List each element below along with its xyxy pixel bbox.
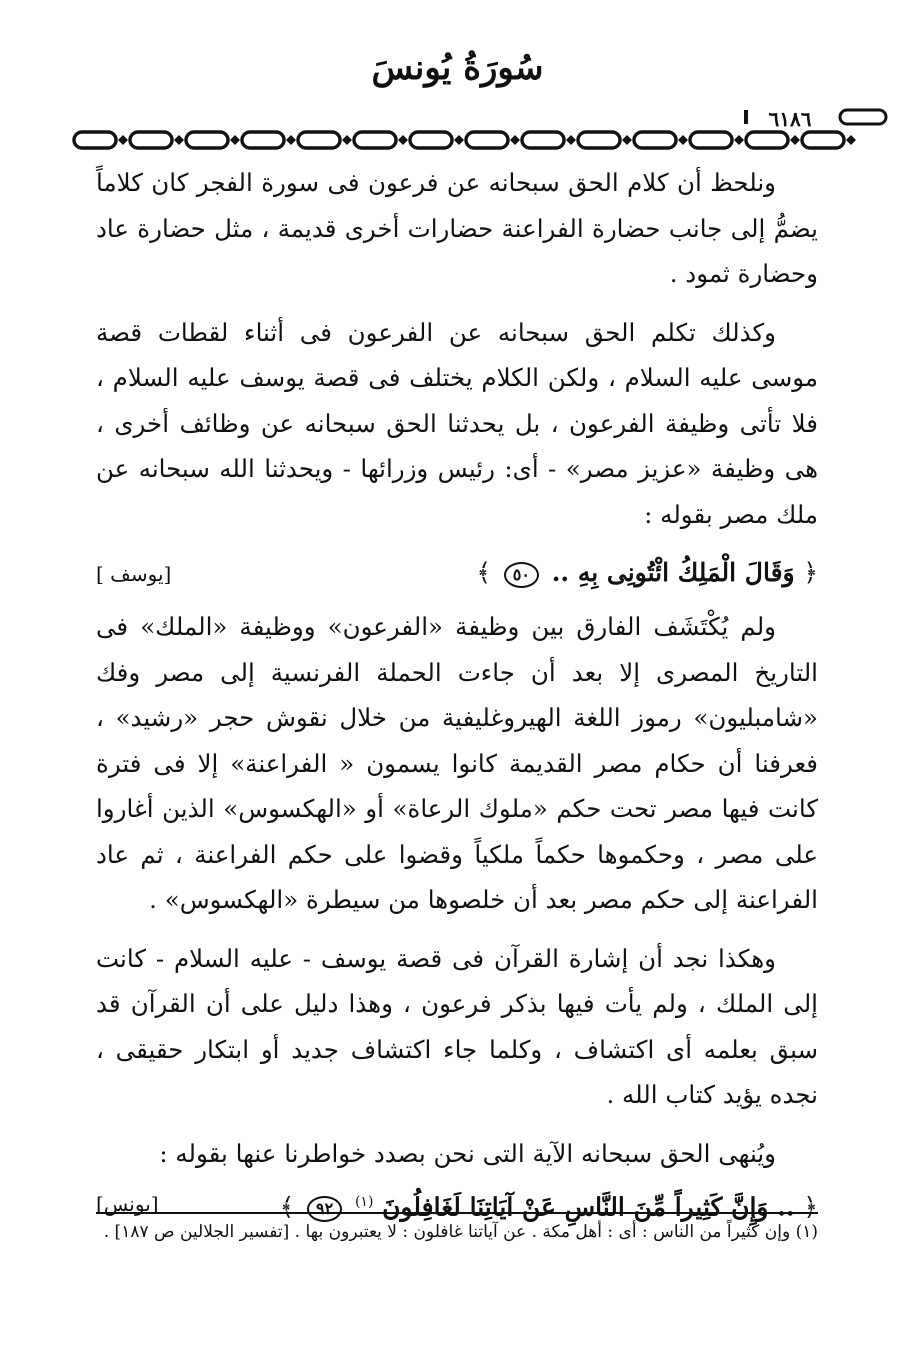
chain-link bbox=[840, 110, 886, 124]
chain-link bbox=[186, 132, 228, 148]
paragraph: ولم يُكْتَشَف الفارق بين وظيفة «الفرعون» ووظيفة «الملك» فى التاريخ المصرى إلا بعد أن جاءت الحملة الفرنسية إلى مصر وفك «شامبليون» رموز اللغة الهيروغليفية من خلال نقوش حجر «رشيد» ، فعرفنا أن حكام مصر القديمة كانوا يسمون « الفراعنة» إلا فى فترة كانت فيها مصر تحت حكم «ملوك الرعاة» أو «الهكسوس» الذين أغاروا على مصر ، وحكموها حكماً ملكياً وقضوا على حكم الفراعنة ، ثم عاد الفراعنة إلى حكم مصر بعد أن خلصوها من سيطرة «الهكسوس» . bbox=[96, 612, 818, 914]
verse-brace-close: ﴾ bbox=[476, 558, 492, 587]
verse-text: .. وَإِنَّ كَثِيراً مِّنَ النَّاسِ عَنْ آيَاتِنَا لَغَافِلُونَ bbox=[382, 1192, 795, 1222]
chain-diamond bbox=[790, 135, 800, 145]
chain-diamond bbox=[342, 135, 352, 145]
chain-diamond bbox=[678, 135, 688, 145]
chain-link bbox=[634, 132, 676, 148]
verse-brace-open: ﴿ bbox=[803, 1192, 818, 1222]
chain-diamond bbox=[118, 135, 128, 145]
paragraph: ويُنهى الحق سبحانه الآية التى نحن بصدد خواطرنا عنها بقوله : bbox=[159, 1138, 776, 1168]
quran-verse-line bbox=[96, 550, 818, 596]
chain-link bbox=[522, 132, 564, 148]
paragraph: ونلحظ أن كلام الحق سبحانه عن فرعون فى سورة الفجر كان كلاماً يضمُّ إلى جانب حضارة الفراعنة حضارات أخرى قديمة ، مثل حضارة عاد وحضارة ثمود . bbox=[96, 168, 818, 288]
chain-diamond bbox=[734, 135, 744, 145]
chain-link bbox=[242, 132, 284, 148]
chain-diamond bbox=[846, 135, 856, 145]
chain-diamond bbox=[230, 135, 240, 145]
chain-diamond bbox=[174, 135, 184, 145]
verse-reference: [يوسف ] bbox=[96, 562, 172, 586]
ayah-number: ٥٠ bbox=[504, 562, 539, 588]
verse-reference: [يونس] bbox=[96, 1192, 159, 1216]
chain-link bbox=[746, 132, 788, 148]
quran-verse bbox=[476, 550, 818, 596]
ayah-number: ٩٢ bbox=[307, 1196, 342, 1222]
chain-link bbox=[802, 132, 844, 148]
footnote: (١) وإن كثيراً من الناس : أى : أهل مكة . عن آياتنا غافلون : لا يعتبرون بها . [تفسير الجلالين ص ١٨٧] . bbox=[103, 1222, 818, 1242]
chain-link bbox=[466, 132, 508, 148]
chain-link bbox=[130, 132, 172, 148]
chain-link bbox=[690, 132, 732, 148]
footnote-marker: (١) bbox=[354, 1194, 374, 1210]
chain-link bbox=[578, 132, 620, 148]
surah-title: سُورَةُ يُونسَ bbox=[371, 48, 544, 88]
chain-diamond bbox=[510, 135, 520, 145]
chain-diamond bbox=[286, 135, 296, 145]
main-text bbox=[96, 160, 818, 1234]
verse-brace-open: ﴿ bbox=[803, 558, 818, 587]
footnote-divider bbox=[96, 1212, 818, 1214]
chain-diamond bbox=[454, 135, 464, 145]
verse-text: وَقَالَ الْمَلِكُ ائْتُونِى بِهِ .. bbox=[551, 558, 795, 587]
chain-diamond bbox=[622, 135, 632, 145]
chain-diamond bbox=[398, 135, 408, 145]
chain-link bbox=[298, 132, 340, 148]
chain-link bbox=[410, 132, 452, 148]
chain-diamond bbox=[566, 135, 576, 145]
paragraph: وهكذا نجد أن إشارة القرآن فى قصة يوسف - عليه السلام - كانت إلى الملك ، ولم يأت فيها بذكر فرعون ، وهذا دليل على أن القرآن قد سبق بعلمه أى اكتشاف ، وكلما جاء اكتشاف جديد أو ابتكار حقيقى ، نجده يؤيد كتاب الله . bbox=[96, 943, 818, 1109]
paragraph: وكذلك تكلم الحق سبحانه عن الفرعون فى أثناء لقطات قصة موسى عليه السلام ، ولكن الكلام يختلف فى قصة يوسف عليه السلام ، فلا تأتى وظيفة الفرعون ، بل يحدثنا الحق سبحانه عن وظائف أخرى ، هى وظيفة «عزيز مصر» - أى: رئيس وزرائها - ويحدثنا الله سبحانه عن ملك مصر بقوله : bbox=[96, 317, 818, 529]
page-number: ٦١٨٦ bbox=[768, 107, 812, 131]
chain-link bbox=[74, 132, 116, 148]
verse-brace-close: ﴾ bbox=[279, 1192, 295, 1222]
chain-link bbox=[354, 132, 396, 148]
